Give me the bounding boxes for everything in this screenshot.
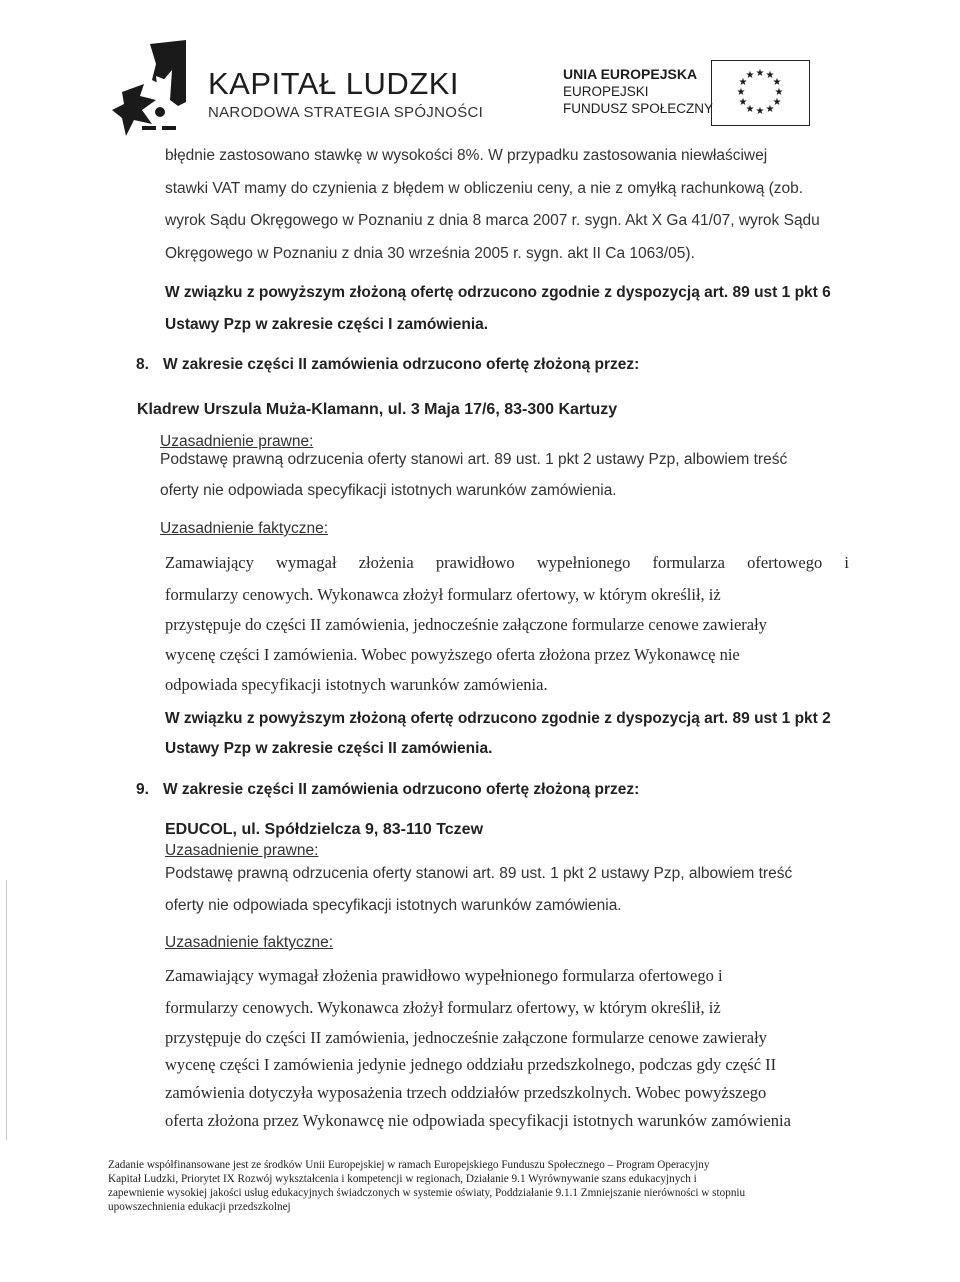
legal-basis-label: Uzasadnienie prawne: [160,433,314,450]
factual-basis-label: Uzasadnienie faktyczne: [165,934,334,951]
footer-line: Kapitał Ludzki, Priorytet IX Rozwój wykształcenia i kompetencji w regionach, Działanie 9.1 Wyrównywanie szans edukacyjnych i [108,1173,697,1185]
body-line: formularzy cenowych. Wykonawca złożył formularz ofertowy, w którym określił, iż [165,585,721,604]
body-line: odpowiada specyfikacji istotnych warunków zamówienia. [165,675,548,694]
svg-text:★: ★ [772,97,782,108]
kapital-ludzki-logo-icon [112,40,192,140]
body-line: oferty nie odpowiada specyfikacji istotnych warunków zamówienia. [160,482,617,499]
body-line: oferta złożona przez Wykonawcę nie odpowiada specyfikacji istotnych warunków zamówienia [165,1111,791,1130]
svg-text:★: ★ [774,87,784,98]
body-line: stawki VAT mamy do czynienia z błędem w obliczeniu ceny, a nie z omyłką rachunkową (zob. [165,180,804,197]
body-line: Zamawiający wymagał złożenia prawidłowo wypełnionego formularza ofertowego i [165,966,723,985]
body-line: formularzy cenowych. Wykonawca złożył formularz ofertowy, w którym określił, iż [165,998,721,1017]
section-heading: W zakresie części II zamówienia odrzucono ofertę złożoną przez: [163,781,640,798]
program-title: KAPITAŁ LUDZKI [208,66,460,101]
bidder-name: EDUCOL, ul. Spółdzielcza 9, 83-110 Tczew [165,821,484,838]
body-line: przystępuje do części II zamówienia, jednocześnie załączone formularze cenowe zawierały [165,615,767,634]
body-line: Zamawiający wymagał złożenia prawidłowo wypełnionego formularza ofertowego i [165,553,849,572]
body-line: wyrok Sądu Okręgowego w Poznaniu z dnia 8 marca 2007 r. sygn. Akt X Ga 41/07, wyrok Sądu [165,212,820,229]
footer-line: upowszechnienia edukacji przedszkolnej [108,1201,291,1213]
body-line: przystępuje do części II zamówienia, jednocześnie załączone formularze cenowe zawierały [165,1028,767,1047]
eu-flag-icon [711,60,810,126]
svg-text:★: ★ [738,77,748,88]
body-line: błędnie zastosowano stawkę w wysokości 8%. W przypadku zastosowania niewłaściwej [165,147,768,164]
footer-line: Zadanie współfinansowane jest ze środków Unii Europejskiej w ramach Europejskiego Funduszu Społecznego – Program Operacyjny [108,1159,710,1171]
body-line: wycenę części I zamówienia jedynie jednego oddziału przedszkolnego, podczas gdy część II [165,1055,777,1074]
body-line: Podstawę prawną odrzucenia oferty stanowi art. 89 ust. 1 pkt 2 ustawy Pzp, albowiem treść [165,865,793,882]
footer-line: zapewnienie wysokiej jakości usług edukacyjnych świadczonych w systemie oświaty, Poddziałanie 9.1.1 Zmniejszanie nierówności w stopniu [108,1187,746,1199]
eu-label-line3: FUNDUSZ SPOŁECZNY [563,101,714,116]
rejection-statement: Ustawy Pzp w zakresie części I zamówienia. [165,316,489,333]
body-line: zamówienia dotyczyła wyposażenia trzech oddziałów przedszkolnych. Wobec powyższego [165,1083,767,1102]
svg-text:★: ★ [772,77,782,88]
rejection-statement: Ustawy Pzp w zakresie części II zamówienia. [165,740,493,757]
svg-text:★: ★ [755,68,765,79]
svg-text:★: ★ [765,70,775,81]
section-number: 8. [136,356,149,373]
rejection-statement: W związku z powyższym złożoną ofertę odrzucono zgodnie z dyspozycją art. 89 ust 1 pkt 2 [165,710,831,727]
legal-basis-label: Uzasadnienie prawne: [165,842,319,859]
svg-text:★: ★ [745,70,755,81]
section-heading: W zakresie części II zamówienia odrzucono ofertę złożoną przez: [163,356,640,373]
section-number: 9. [136,781,149,798]
svg-text:★: ★ [736,87,746,98]
svg-text:★: ★ [745,104,755,115]
body-line: Podstawę prawną odrzucenia oferty stanowi art. 89 ust. 1 pkt 2 ustawy Pzp, albowiem treść [160,451,788,468]
body-line: Okręgowego w Poznaniu z dnia 30 września 2005 r. sygn. akt II Ca 1063/05). [165,245,695,262]
eu-label-line1: UNIA EUROPEJSKA [563,66,698,82]
factual-basis-label: Uzasadnienie faktyczne: [160,520,329,537]
svg-text:★: ★ [765,104,775,115]
program-subtitle: NARODOWA STRATEGIA SPÓJNOŚCI [208,104,484,121]
bidder-name: Kladrew Urszula Muża-Klamann, ul. 3 Maja 17/6, 83-300 Kartuzy [137,401,618,418]
rejection-statement: W związku z powyższym złożoną ofertę odrzucono zgodnie z dyspozycją art. 89 ust 1 pkt 6 [165,284,831,301]
body-line: oferty nie odpowiada specyfikacji istotnych warunków zamówienia. [165,897,622,914]
eu-label-line2: EUROPEJSKI [563,84,649,99]
svg-text:★: ★ [755,106,765,117]
body-line: wycenę części I zamówienia. Wobec powyższego oferta złożona przez Wykonawcę nie [165,645,740,664]
scan-edge-line [6,880,7,1140]
svg-text:★: ★ [738,97,748,108]
